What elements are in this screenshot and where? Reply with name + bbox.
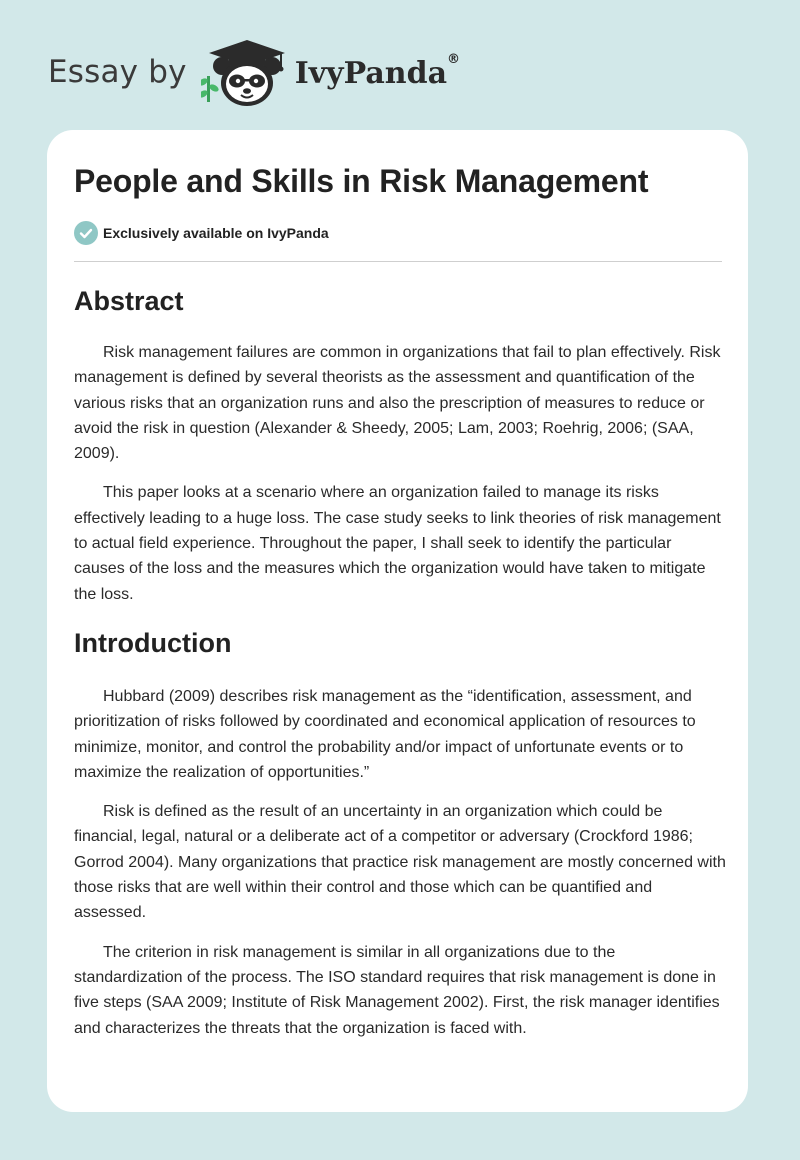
brand-prefix: Essay by xyxy=(48,54,187,90)
abstract-paragraph-1: Risk management failures are common in organizations that fail to plan effectively. Risk management is defined by several theorists as the assessment and quantification of the various risks that an organization runs and also the prescription of measures to reduce or avoid the risk in question (Alexander & Sheedy, 2005; Lam, 2003; Roehrig, 2006; (SAA, 2009). xyxy=(74,344,721,463)
essay-card xyxy=(47,130,748,1112)
site-header xyxy=(48,34,460,114)
registered-mark: ® xyxy=(447,51,461,67)
brand-name xyxy=(294,51,461,91)
title-divider xyxy=(74,261,722,262)
brand-name-text: IvyPanda xyxy=(294,55,448,91)
introduction-paragraph-3: The criterion in risk management is similar in all organizations due to the standardization of the process. The ISO standard requires that risk management is done in five steps (SAA 2009; Institute of Risk Management 2002). First, the risk manager identifies and characterizes the threats that the organization is faced with. xyxy=(74,943,720,1037)
panda-graduate-icon xyxy=(201,36,293,112)
abstract-paragraph-2: This paper looks at a scenario where an organization failed to manage its risks effectively leading to a huge loss. The case study seeks to link theories of risk management to actual field experience. Throughout the paper, I shall seek to identify the particular causes of the loss and the measures which the organization would have taken to mitigate the loss. xyxy=(74,484,721,603)
exclusive-badge xyxy=(74,221,329,245)
introduction-paragraph-1: Hubbard (2009) describes risk management as the “identification, assessment, and prioritization of risks followed by coordinated and economical application of resources to minimize, monitor, and control the probability and/or impact of unfortunate events or to maximize the realization of opportunities.” xyxy=(74,687,696,781)
introduction-paragraph-2: Risk is defined as the result of an uncertainty in an organization which could be financial, legal, natural or a deliberate act of a competitor or adversary (Crockford 1986; Gorrod 2004). Many organizations that practice risk management are mostly concerned with those risks that are well within their control and those which can be quantified and assessed. xyxy=(74,803,726,922)
essay-title: People and Skills in Risk Management xyxy=(74,163,649,199)
essay-body xyxy=(74,280,726,1041)
section-heading-abstract: Abstract xyxy=(74,286,184,316)
check-circle-icon xyxy=(74,221,98,245)
exclusive-badge-text: Exclusively available on IvyPanda xyxy=(103,225,329,241)
section-heading-introduction: Introduction xyxy=(74,627,232,658)
